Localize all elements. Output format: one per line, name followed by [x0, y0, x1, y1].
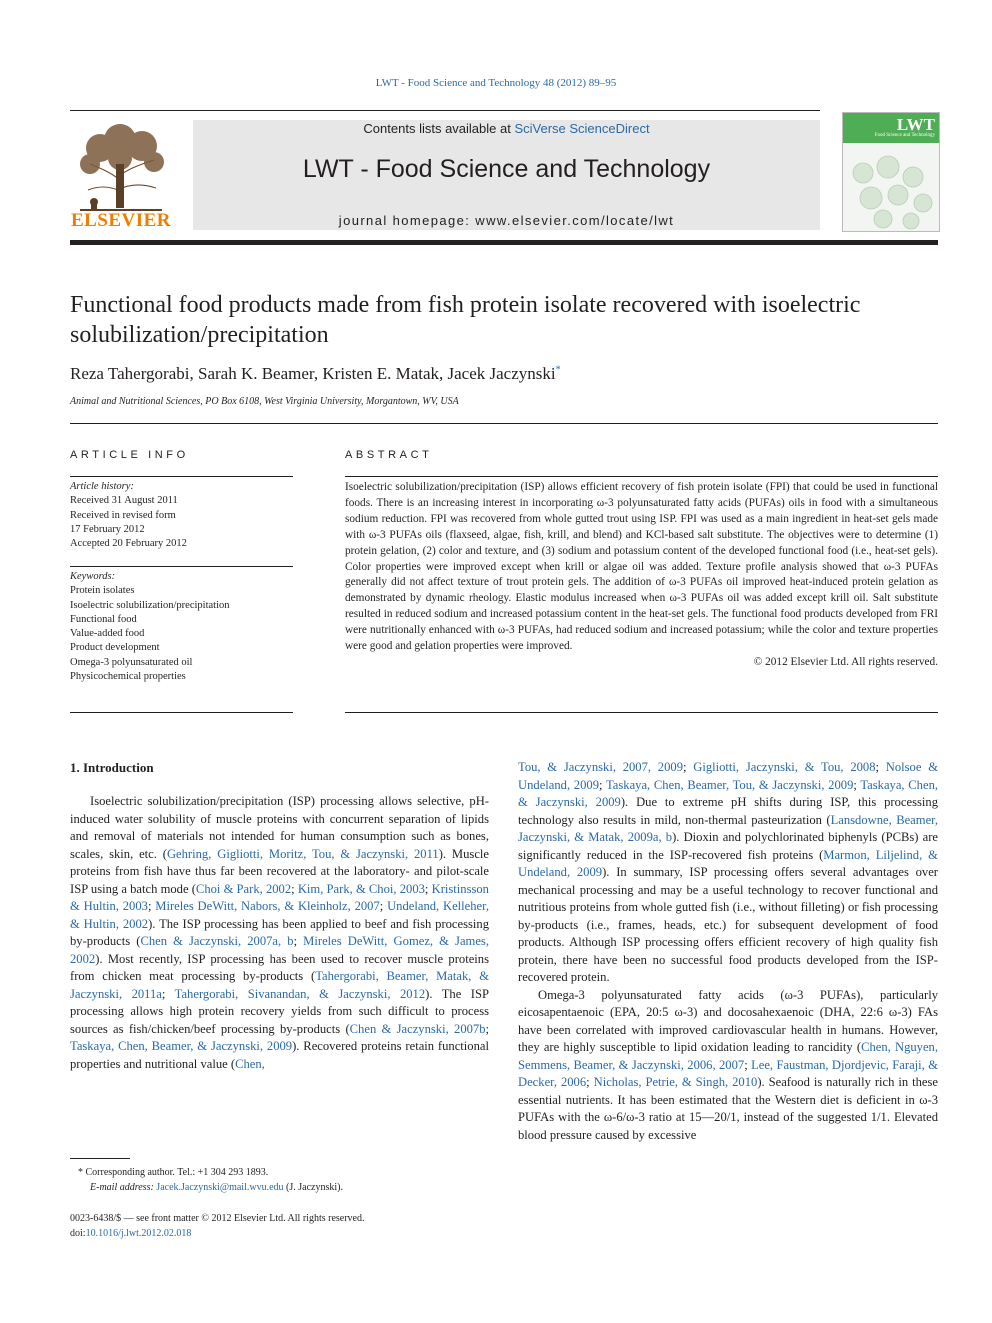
keywords-label: Keywords: [70, 571, 116, 582]
keyword: Physicochemical properties [70, 671, 186, 683]
paragraph-text: ). In summary, ISP processing offers several advantages over mechanical processing and may be a useful technology to recover functional and nutritious proteins from whole gutted fish (i.e., without filleting) or fish processing by-products (i.e., frames, heads, etc.) for subsequent development of food products. Although ISP processing offers efficient recovery of high quality fish protein, there have been no successful food products developed from the ISP-recovered protein. [518, 865, 938, 984]
homepage-label: journal homepage: [338, 213, 476, 228]
paragraph-text: ; [875, 760, 886, 774]
email-suffix: (J. Jaczynski). [283, 1182, 343, 1193]
paragraph-text: ; [683, 760, 694, 774]
paragraph-text: ). Due to extreme pH shifts during ISP, this processing technology also results in mild, non-thermal pasteurization ( [518, 795, 939, 827]
paragraph-text: ). Dioxin and polychlorinated biphenyls (PCBs) are significantly reduced in the ISP-recovered fish proteins ( [518, 830, 938, 862]
paragraph-text: ; [599, 777, 606, 792]
paragraph-text: ). The ISP processing allows high protein recovery yields from such difficult to process sources as fish/chicken/beef processing by-products ( [70, 986, 489, 1036]
footnote-mark: * [78, 1167, 86, 1178]
paragraph-text: ; [424, 881, 432, 896]
header-thick-rule [70, 240, 938, 245]
journal-title: LWT - Food Science and Technology [302, 155, 711, 183]
paragraph-text: ). Most recently, ISP processing has been used to recover muscle proteins from chicken meat processing by-products ( [70, 951, 489, 983]
citation-link[interactable]: Tahergorabi, Sivanandan, & Jaczynski, 2012 [174, 986, 426, 1001]
doi-label: doi: [70, 1228, 86, 1239]
paragraph-text: ; [485, 1021, 490, 1036]
citation-link[interactable]: Taskaya, Chen, Beamer, Tou, & Jaczynski, 2009 [605, 777, 854, 792]
citation-link[interactable]: Choi & Park, 2002 [195, 881, 292, 896]
history-revised: Received in revised form [70, 509, 176, 521]
paragraph-text: ; [147, 899, 156, 913]
citation-link[interactable]: Kristinsson & Hultin, 2003 [70, 881, 489, 913]
article-info-bottom-rule [70, 712, 293, 713]
paragraph-text: ; [744, 1057, 752, 1072]
sciencedirect-link[interactable]: SciVerse ScienceDirect [514, 121, 650, 136]
corresponding-author-note [78, 1165, 498, 1180]
paragraph-text: ; [161, 986, 175, 1001]
intro-paragraph-1 [70, 793, 489, 1073]
footnotes [78, 1165, 498, 1195]
history-revised-date: 17 February 2012 [70, 523, 145, 535]
history-keywords-rule [70, 566, 293, 567]
history-accepted: Accepted 20 February 2012 [70, 538, 187, 550]
paragraph-text: ). Recovered proteins retain functional properties and nutritional value ( [70, 1039, 489, 1071]
citation-link[interactable]: Gigliotti, Jaczynski, & Tou, 2008 [693, 760, 876, 774]
corresponding-author-text: Corresponding author. Tel.: +1 304 293 1893. [85, 1167, 269, 1178]
paragraph-text: Omega-3 polyunsaturated fatty acids (ω-3 PUFAs), particularly eicosapentaenoic (EPA, 20:5 ω-3) and docosahexaenoic (DHA, 22:6 ω-3) FAs have been correlated with improved cardiovascular health in humans. However, they are highly susceptible to lipid oxidation leading to rancidity ( [518, 987, 938, 1054]
email-note [78, 1180, 498, 1195]
affiliation: Animal and Nutritional Sciences, PO Box 6108, West Virginia University, Morgantown, WV, USA [70, 396, 459, 407]
email-label: E-mail address: [90, 1182, 157, 1193]
paragraph-text: ; [291, 881, 298, 896]
history-label: Article history: [70, 481, 134, 492]
keyword: Value-added food [70, 628, 145, 640]
paragraph-text: ; [853, 777, 861, 792]
contents-line [193, 121, 820, 136]
citation-link[interactable]: Mireles DeWitt, Gomez, & James, 2002 [70, 934, 489, 966]
contents-prefix: Contents lists available at [363, 121, 515, 136]
paragraph-text: Isoelectric solubilization/precipitation (ISP) processing allows selective, pH-induced water solubility of muscle proteins with concurrent separation of lipids and removal of materials not intended for human consumption such as bones, scales, skin, etc. ( [70, 794, 489, 861]
abstract-copyright: © 2012 Elsevier Ltd. All rights reserved. [753, 655, 938, 668]
citation-link[interactable]: Kim, Park, & Choi, 2003 [297, 881, 425, 896]
citation-link[interactable]: Chen & Jaczynski, 2007b [349, 1021, 486, 1036]
article-title: Functional food products made from fish protein isolate recovered with isoelectric solubilization/precipitation [70, 292, 861, 348]
paragraph-text: ; [586, 1075, 594, 1089]
journal-homepage [193, 213, 820, 228]
author-list [70, 364, 561, 384]
keyword: Protein isolates [70, 585, 135, 597]
intro-right-column [518, 759, 938, 1144]
citation-link[interactable]: Tou, & Jaczynski, 2007, 2009 [518, 760, 683, 774]
citation-link[interactable]: Taskaya, Chen, Beamer, & Jaczynski, 2009 [70, 1039, 293, 1053]
paragraph-text: ). Seafood is naturally rich in these essential nutrients. It has been estimated that the Western diet is deficient in ω-3 PUFAs with the ω-6/ω-3 ratio at 15—20/1, instead of the suggested 1/1. Elevated blood pressure caused by excessive [518, 1075, 938, 1142]
citation-link[interactable]: Lansdowne, Beamer, Jaczynski, & Matak, 2009a, b [518, 812, 938, 844]
email-link[interactable]: Jacek.Jaczynski@mail.wvu.edu [156, 1182, 284, 1193]
keyword: Functional food [70, 613, 137, 625]
abstract-body: Isoelectric solubilization/precipitation (ISP) allows efficient recovery of fish protein isolate (FPI) that could be used in functional foods. There is an increasing interest in incorporating ω-3 polyunsaturated fatty acids (PUFAs) oils in food with a simultaneous sodium reduction. FPI was recovered from whole gutted trout using ISP. FPI was used as a main ingredient in heat-set gels made with ω-3 PUFAs oils (flaxseed, algae, fish, krill, and blend) and KCl-based salt substitute. The objectives were to determine (1) protein gelation, (2) color and texture, and (3) sodium and potassium content of the developed functional food (i.e., heat-set gels). Color properties were improved except when krill or algae oil was added. Texture profile analysis showed that ω-3 PUFAs generally did not affect texture of trout protein gels. The addition of ω-3 PUFAs oil improved heat-induced protein gelation as demonstrated by dynamic rheology. Elastic modulus increased when ω-3 PUFAs oil was added except krill oil. Salt substitute resulted in reduced sodium and increased potassium content in the heat-set gels. The functional food products developed from FRI were nutritionally enhanced with ω-3 PUFAs, had reduced sodium and increased potassium; while the color and texture properties were good and gelation properties were improved. [345, 481, 938, 653]
abstract-heading: ABSTRACT [345, 449, 433, 461]
citation-link[interactable]: Tahergorabi, Beamer, Matak, & Jaczynski, 2011a [70, 969, 489, 1001]
citation-link[interactable]: Nolsoe & Undeland, 2009 [518, 760, 938, 792]
citation-link[interactable]: Chen & Jaczynski, 2007a, b [140, 934, 294, 948]
citation-link[interactable]: Mireles DeWitt, Nabors, & Kleinholz, 2007 [155, 899, 380, 913]
keyword: Omega-3 polyunsaturated oil [70, 656, 193, 668]
paragraph-text: ). Muscle proteins from fish have thus far been recovered at the laboratory- and pilot-scale ISP using a batch mode ( [70, 846, 489, 896]
citation-link[interactable]: Undeland, Kelleher, & Hultin, 2002 [70, 899, 489, 931]
header-divider [70, 110, 820, 111]
title-divider [70, 423, 938, 424]
front-matter [70, 1211, 490, 1241]
elsevier-wordmark: ELSEVIER [70, 210, 172, 231]
cover-subtitle: Food Science and Technology [874, 133, 935, 138]
footnote-rule [70, 1158, 130, 1159]
article-history [70, 480, 293, 551]
article-info-rule [70, 476, 293, 477]
citation-link[interactable]: Nicholas, Petrie, & Singh, 2010 [593, 1075, 758, 1089]
article-info-heading: ARTICLE INFO [70, 449, 189, 461]
intro-paragraph-2 [518, 987, 938, 1145]
doi-link[interactable]: 10.1016/j.lwt.2012.02.018 [85, 1228, 192, 1239]
citation-link[interactable]: Lee, Faustman, Djordjevic, Faraji, & Decker, 2006 [518, 1057, 938, 1089]
abstract-bottom-rule [345, 712, 938, 713]
paragraph-text: ). The ISP processing has been applied to beef and fish processing by-products ( [70, 916, 490, 948]
abstract-text [345, 480, 938, 671]
intro-paragraph-1-continued [518, 759, 938, 987]
doi-line [70, 1226, 490, 1241]
intro-left-column [70, 793, 489, 1073]
history-received: Received 31 August 2011 [70, 495, 178, 507]
keyword: Isoelectric solubilization/precipitation [70, 599, 230, 611]
citation-link[interactable]: Chen, [235, 1056, 265, 1071]
keyword: Product development [70, 642, 160, 654]
corresponding-author-mark[interactable]: * [555, 364, 561, 376]
paragraph-text: ; [379, 899, 388, 913]
keywords [70, 570, 293, 684]
authors: Reza Tahergorabi, Sarah K. Beamer, Kristen E. Matak, Jacek Jaczynski [70, 364, 556, 383]
section-heading-introduction: 1. Introduction [70, 760, 154, 775]
homepage-url[interactable]: www.elsevier.com/locate/lwt [475, 213, 675, 228]
cover-title: LWT [896, 115, 935, 134]
abstract-rule [345, 476, 938, 477]
issn-line: 0023-6438/$ — see front matter © 2012 Elsevier Ltd. All rights reserved. [70, 1213, 365, 1224]
paragraph-text: ; [293, 934, 304, 948]
cover-art [843, 143, 939, 231]
citation-link[interactable]: Gehring, Gigliotti, Moritz, Tou, & Jaczynski, 2011 [166, 846, 439, 861]
journal-cover-thumbnail[interactable] [842, 112, 940, 232]
citation-link[interactable]: Chen, Nguyen, Semmens, Beamer, & Jaczynski, 2006, 2007 [518, 1040, 938, 1072]
citation-link[interactable]: Marmon, Liljelind, & Undeland, 2009 [518, 847, 938, 879]
journal-reference[interactable]: LWT - Food Science and Technology 48 (2012) 89–95 [375, 77, 617, 89]
citation-link[interactable]: Taskaya, Chen, & Jaczynski, 2009 [518, 777, 939, 809]
